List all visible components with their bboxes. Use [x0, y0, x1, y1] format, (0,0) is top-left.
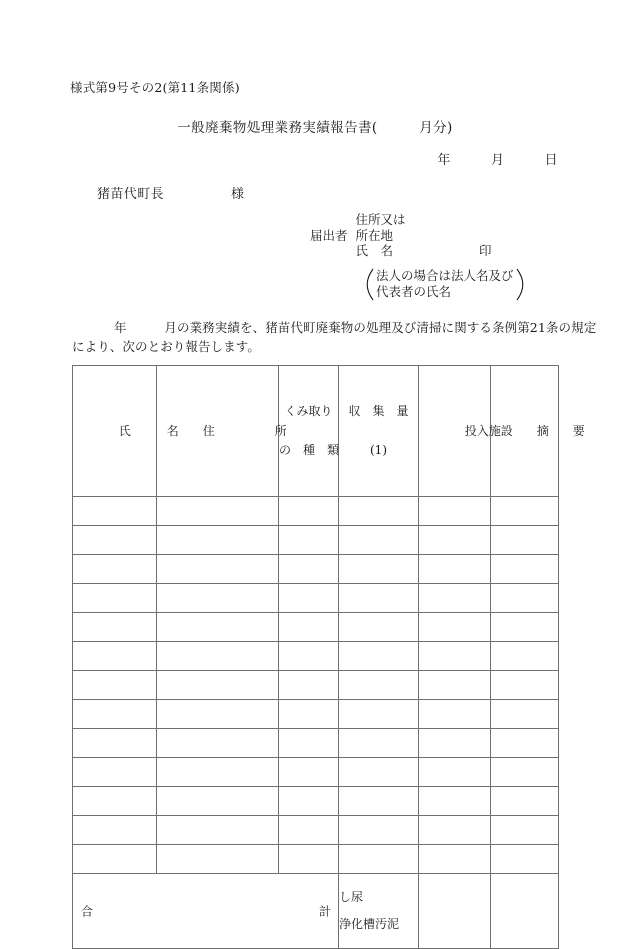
cell-collection-type[interactable] [279, 845, 339, 874]
cell-address[interactable] [157, 555, 279, 584]
cell-name[interactable] [73, 613, 157, 642]
total-remarks-cell [491, 874, 559, 949]
cell-name[interactable] [73, 758, 157, 787]
cell-remarks[interactable] [491, 642, 559, 671]
table-row [73, 526, 559, 555]
cell-name[interactable] [73, 845, 157, 874]
cell-address[interactable] [157, 729, 279, 758]
seal-mark: 印 [479, 243, 492, 258]
cell-remarks[interactable] [491, 555, 559, 584]
cell-facility[interactable] [419, 584, 491, 613]
table-header-row [73, 366, 559, 497]
cell-remarks[interactable] [491, 526, 559, 555]
total-label-cell [73, 874, 339, 949]
table-row [73, 729, 559, 758]
cell-remarks[interactable] [491, 729, 559, 758]
report-table [72, 365, 585, 949]
cell-name[interactable] [73, 642, 157, 671]
waste-kind-septic-sludge: 浄化槽汚泥 [339, 917, 400, 931]
table-total-row [73, 874, 559, 949]
table-row [73, 642, 559, 671]
column-header-facility-label: 投入施設 [464, 423, 513, 438]
total-waste-kinds-cell [339, 874, 419, 949]
table-row [73, 584, 559, 613]
cell-collection-type[interactable] [279, 700, 339, 729]
cell-collection-type[interactable] [279, 526, 339, 555]
cell-address[interactable] [157, 787, 279, 816]
column-header-collection-type-line-2: の 種 類 [279, 443, 340, 457]
addressee: 猪苗代町長 様 [97, 187, 245, 202]
column-header-collection-type-line-1: くみ取り [284, 404, 333, 418]
body-line-2: により、次のとおり報告します。 [72, 339, 261, 354]
cell-remarks[interactable] [491, 497, 559, 526]
note-line-2: 代表者の氏名 [376, 283, 452, 299]
cell-facility[interactable] [419, 613, 491, 642]
table-row [73, 497, 559, 526]
cell-name[interactable] [73, 700, 157, 729]
column-header-name-label: 氏 名 [118, 423, 179, 438]
waste-kind-night-soil: し尿 [339, 890, 364, 904]
column-header-collection-type [279, 366, 339, 497]
cell-name[interactable] [73, 787, 157, 816]
report-table-wrapper [72, 365, 585, 949]
column-header-remarks [491, 366, 585, 497]
cell-facility[interactable] [419, 787, 491, 816]
date-line: 年 月 日 [437, 153, 558, 168]
cell-remarks[interactable] [491, 787, 559, 816]
table-row [73, 555, 559, 584]
cell-facility[interactable] [419, 526, 491, 555]
cell-collected-volume[interactable] [339, 497, 419, 526]
cell-name[interactable] [73, 497, 157, 526]
right-paren-icon [516, 268, 524, 301]
cell-name[interactable] [73, 816, 157, 845]
corporate-name-note [366, 268, 524, 301]
cell-collected-volume[interactable] [339, 758, 419, 787]
cell-collected-volume[interactable] [339, 787, 419, 816]
submitter-block [310, 212, 492, 259]
cell-collection-type[interactable] [279, 758, 339, 787]
column-header-address [157, 366, 287, 497]
cell-collection-type[interactable] [279, 584, 339, 613]
column-header-facility [419, 366, 513, 497]
submitter-label: 届出者 [310, 227, 348, 243]
total-facility-cell [419, 874, 491, 949]
table-row [73, 845, 559, 874]
table-row [73, 613, 559, 642]
cell-collection-type[interactable] [279, 816, 339, 845]
table-row [73, 671, 559, 700]
table-body [73, 497, 559, 874]
cell-facility[interactable] [419, 555, 491, 584]
page-title: 一般廃棄物処理業務実績報告書( 月分) [177, 120, 453, 136]
table-row [73, 700, 559, 729]
cell-collected-volume[interactable] [339, 526, 419, 555]
column-header-collected-volume-line-1: 収 集 量 [348, 404, 409, 418]
cell-remarks[interactable] [491, 671, 559, 700]
cell-name[interactable] [73, 526, 157, 555]
cell-address[interactable] [157, 758, 279, 787]
cell-name[interactable] [73, 671, 157, 700]
cell-address[interactable] [157, 816, 279, 845]
cell-collected-volume[interactable] [339, 729, 419, 758]
submitter-address-line-2: 所在地 [355, 227, 394, 243]
cell-address[interactable] [157, 497, 279, 526]
cell-collected-volume[interactable] [339, 816, 419, 845]
cell-facility[interactable] [419, 642, 491, 671]
cell-remarks[interactable] [491, 700, 559, 729]
cell-collected-volume[interactable] [339, 584, 419, 613]
cell-remarks[interactable] [491, 613, 559, 642]
column-header-name [73, 366, 179, 497]
left-paren-icon [366, 268, 374, 301]
cell-collection-type[interactable] [279, 642, 339, 671]
submitter-name-label: 氏 名 [355, 243, 394, 258]
total-label-right: 計 [318, 904, 331, 919]
cell-address[interactable] [157, 671, 279, 700]
table-row [73, 787, 559, 816]
column-header-address-label: 住 所 [202, 423, 287, 438]
cell-name[interactable] [73, 584, 157, 613]
cell-facility[interactable] [419, 729, 491, 758]
cell-collection-type[interactable] [279, 787, 339, 816]
cell-facility[interactable] [419, 497, 491, 526]
cell-collection-type[interactable] [279, 671, 339, 700]
table-row [73, 816, 559, 845]
body-line-1: 年 月の業務実績を、猪苗代町廃棄物の処理及び清掃に関する条例第21条の規定 [114, 320, 597, 335]
column-header-collected-volume [339, 366, 419, 497]
cell-facility[interactable] [419, 758, 491, 787]
cell-collected-volume[interactable] [339, 613, 419, 642]
cell-remarks[interactable] [491, 758, 559, 787]
cell-address[interactable] [157, 642, 279, 671]
cell-collected-volume[interactable] [339, 555, 419, 584]
body-paragraph [72, 318, 597, 356]
cell-collection-type[interactable] [279, 555, 339, 584]
column-header-collected-volume-unit: (1) [370, 443, 387, 457]
submitter-name-row [356, 243, 492, 259]
cell-address[interactable] [157, 613, 279, 642]
cell-facility[interactable] [419, 700, 491, 729]
cell-collection-type[interactable] [279, 497, 339, 526]
cell-facility[interactable] [419, 816, 491, 845]
cell-collected-volume[interactable] [339, 845, 419, 874]
submitter-address-line-1: 住所又は [355, 212, 406, 227]
cell-name[interactable] [73, 555, 157, 584]
cell-name[interactable] [73, 729, 157, 758]
cell-facility[interactable] [419, 671, 491, 700]
cell-collected-volume[interactable] [339, 700, 419, 729]
cell-collected-volume[interactable] [339, 671, 419, 700]
cell-remarks[interactable] [491, 845, 559, 874]
total-label-left: 合 [81, 904, 94, 919]
cell-address[interactable] [157, 526, 279, 555]
cell-remarks[interactable] [491, 816, 559, 845]
cell-address[interactable] [157, 584, 279, 613]
note-line-1: 法人の場合は法人名及び [376, 268, 514, 283]
cell-collection-type[interactable] [279, 613, 339, 642]
cell-collection-type[interactable] [279, 729, 339, 758]
cell-remarks[interactable] [491, 584, 559, 613]
cell-collected-volume[interactable] [339, 642, 419, 671]
cell-address[interactable] [157, 700, 279, 729]
table-row [73, 758, 559, 787]
cell-address[interactable] [157, 845, 279, 874]
cell-facility[interactable] [419, 845, 491, 874]
form-number: 様式第9号その2(第11条関係) [70, 80, 240, 95]
column-header-remarks-label: 摘 要 [536, 423, 585, 438]
